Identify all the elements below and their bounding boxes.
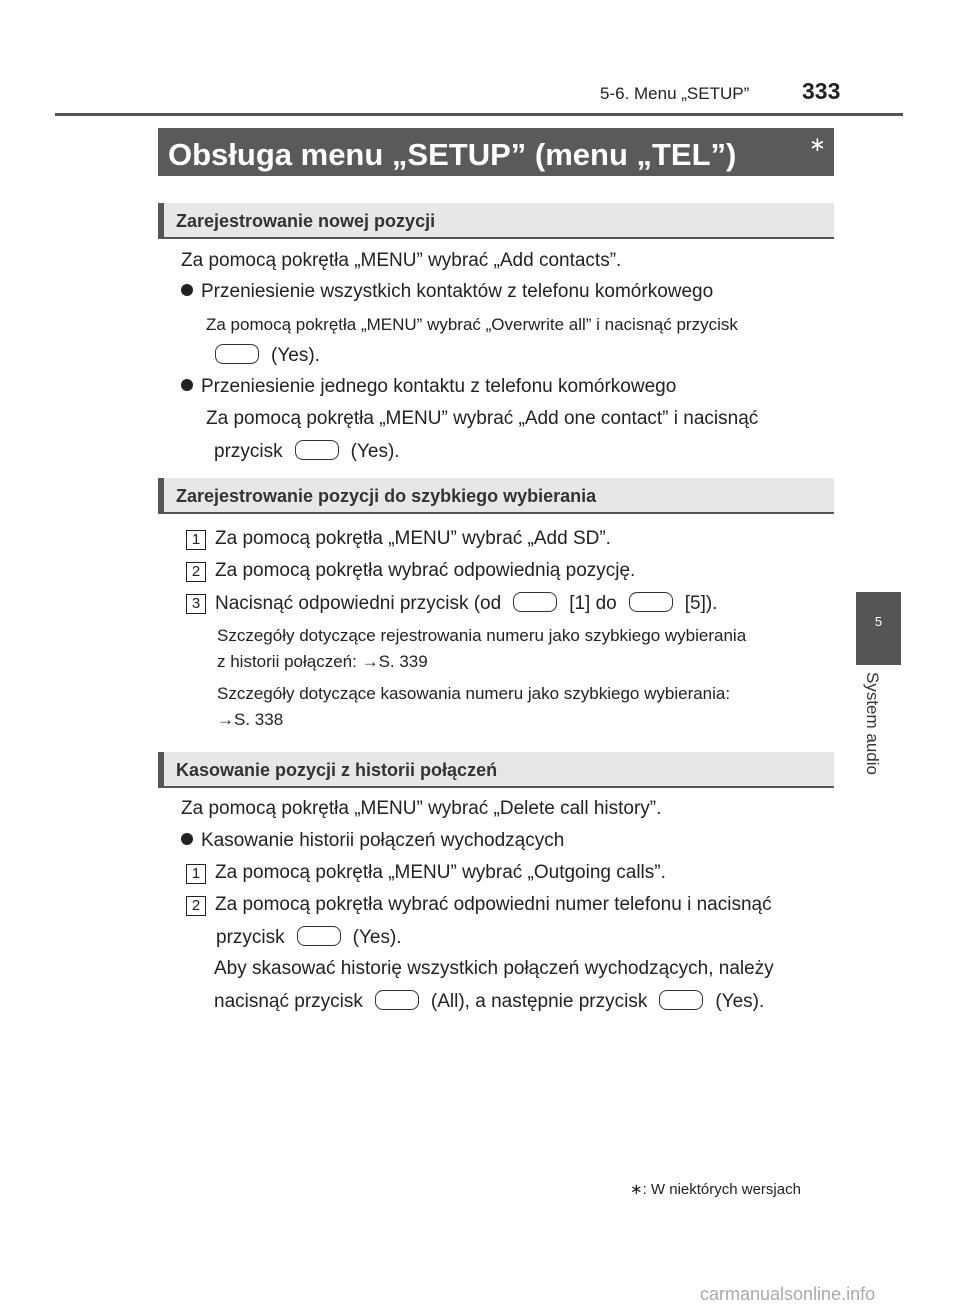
note-text bbox=[214, 990, 764, 1013]
section-heading-text: Zarejestrowanie nowej pozycji bbox=[176, 211, 436, 231]
button-label: (Yes). bbox=[352, 927, 402, 948]
section-heading-new-entry bbox=[158, 203, 834, 239]
bullet-item bbox=[181, 281, 713, 303]
bullet-item bbox=[181, 376, 676, 398]
bullet-title: Przeniesienie wszystkich kontaktów z telefonu komórkowego bbox=[201, 281, 714, 302]
steering-button-icon bbox=[659, 990, 703, 1010]
step-number: 2 bbox=[186, 896, 206, 916]
button-label: (Yes). bbox=[715, 991, 765, 1012]
bullet-item bbox=[181, 830, 564, 852]
section-heading-text: Kasowanie pozycji z historii połączeń bbox=[176, 760, 498, 780]
title-footnote-mark: ∗ bbox=[809, 134, 826, 156]
step-text: Za pomocą pokrętła wybrać odpowiedni numer telefonu i nacisnąć bbox=[215, 894, 772, 915]
text-fragment: przycisk bbox=[214, 441, 283, 462]
step-text: Za pomocą pokrętła „MENU” wybrać „Add SD”. bbox=[215, 528, 611, 549]
section-heading-speed-dial bbox=[158, 478, 834, 514]
steering-button-icon bbox=[629, 592, 673, 612]
instruction-text: Za pomocą pokrętła „MENU” wybrać „Add one contact” i nacisnąć bbox=[206, 408, 759, 429]
steering-button-icon bbox=[375, 990, 419, 1010]
watermark: carmanualsonline.info bbox=[700, 1284, 876, 1304]
note-text: z historii połączeń: →S. 339 bbox=[217, 652, 428, 671]
steering-button-icon bbox=[297, 926, 341, 946]
step-number: 1 bbox=[186, 530, 206, 550]
text-fragment: Nacisnąć odpowiedni przycisk (od bbox=[215, 593, 502, 614]
instruction-text bbox=[214, 440, 400, 463]
section-heading-text: Zarejestrowanie pozycji do szybkiego wybierania bbox=[176, 486, 597, 506]
bullet-icon bbox=[181, 379, 193, 391]
button-label: (Yes). bbox=[350, 441, 400, 462]
page-number: 333 bbox=[802, 78, 841, 104]
text-fragment: (All), a następnie przycisk bbox=[430, 991, 648, 1012]
section-title: 5-6. Menu „SETUP” bbox=[600, 84, 750, 103]
instruction-text bbox=[203, 344, 320, 367]
text-fragment: przycisk bbox=[216, 927, 285, 948]
step-number: 1 bbox=[186, 864, 206, 884]
page-title: Obsługa menu „SETUP” (menu „TEL”) bbox=[168, 137, 737, 172]
page-title-bar bbox=[158, 128, 834, 176]
bullet-title: Kasowanie historii połączeń wychodzących bbox=[201, 830, 565, 851]
instruction-text: Za pomocą pokrętła „MENU” wybrać „Add contacts”. bbox=[181, 250, 622, 271]
note-text: Szczegóły dotyczące rejestrowania numeru jako szybkiego wybierania bbox=[217, 626, 747, 645]
bullet-icon bbox=[181, 284, 193, 296]
instruction-text: Za pomocą pokrętła „MENU” wybrać „Delete call history”. bbox=[181, 798, 662, 819]
instruction-text: Za pomocą pokrętła „MENU” wybrać „Overwrite all” i nacisnąć przycisk bbox=[206, 315, 738, 334]
step-number: 2 bbox=[186, 562, 206, 582]
text-fragment: [5]). bbox=[684, 593, 718, 614]
step-text bbox=[216, 926, 402, 949]
text-fragment: nacisnąć przycisk bbox=[214, 991, 363, 1012]
text-fragment: [1] do bbox=[569, 593, 617, 614]
section-heading-delete-history bbox=[158, 752, 834, 788]
steering-button-icon bbox=[513, 592, 557, 612]
step-number: 3 bbox=[186, 594, 206, 614]
chapter-tab bbox=[856, 592, 901, 665]
button-label: (Yes). bbox=[271, 345, 320, 366]
chapter-label: System audio bbox=[863, 672, 882, 775]
step-text: Za pomocą pokrętła „MENU” wybrać „Outgoing calls”. bbox=[215, 862, 666, 883]
bullet-icon bbox=[181, 833, 193, 845]
header-divider bbox=[55, 113, 903, 116]
step-text bbox=[215, 592, 717, 615]
chapter-number: 5 bbox=[874, 614, 883, 629]
steering-button-icon bbox=[215, 344, 259, 364]
note-text: →S. 338 bbox=[217, 710, 284, 729]
steering-button-icon bbox=[295, 440, 339, 460]
bullet-title: Przeniesienie jednego kontaktu z telefonu komórkowego bbox=[201, 376, 677, 397]
note-text: Szczegóły dotyczące kasowania numeru jako szybkiego wybierania: bbox=[217, 684, 731, 703]
note-text: Aby skasować historię wszystkich połączeń wychodzących, należy bbox=[214, 958, 774, 979]
footnote: ∗: W niektórych wersjach bbox=[630, 1181, 801, 1198]
step-text: Za pomocą pokrętła wybrać odpowiednią pozycję. bbox=[215, 560, 636, 581]
